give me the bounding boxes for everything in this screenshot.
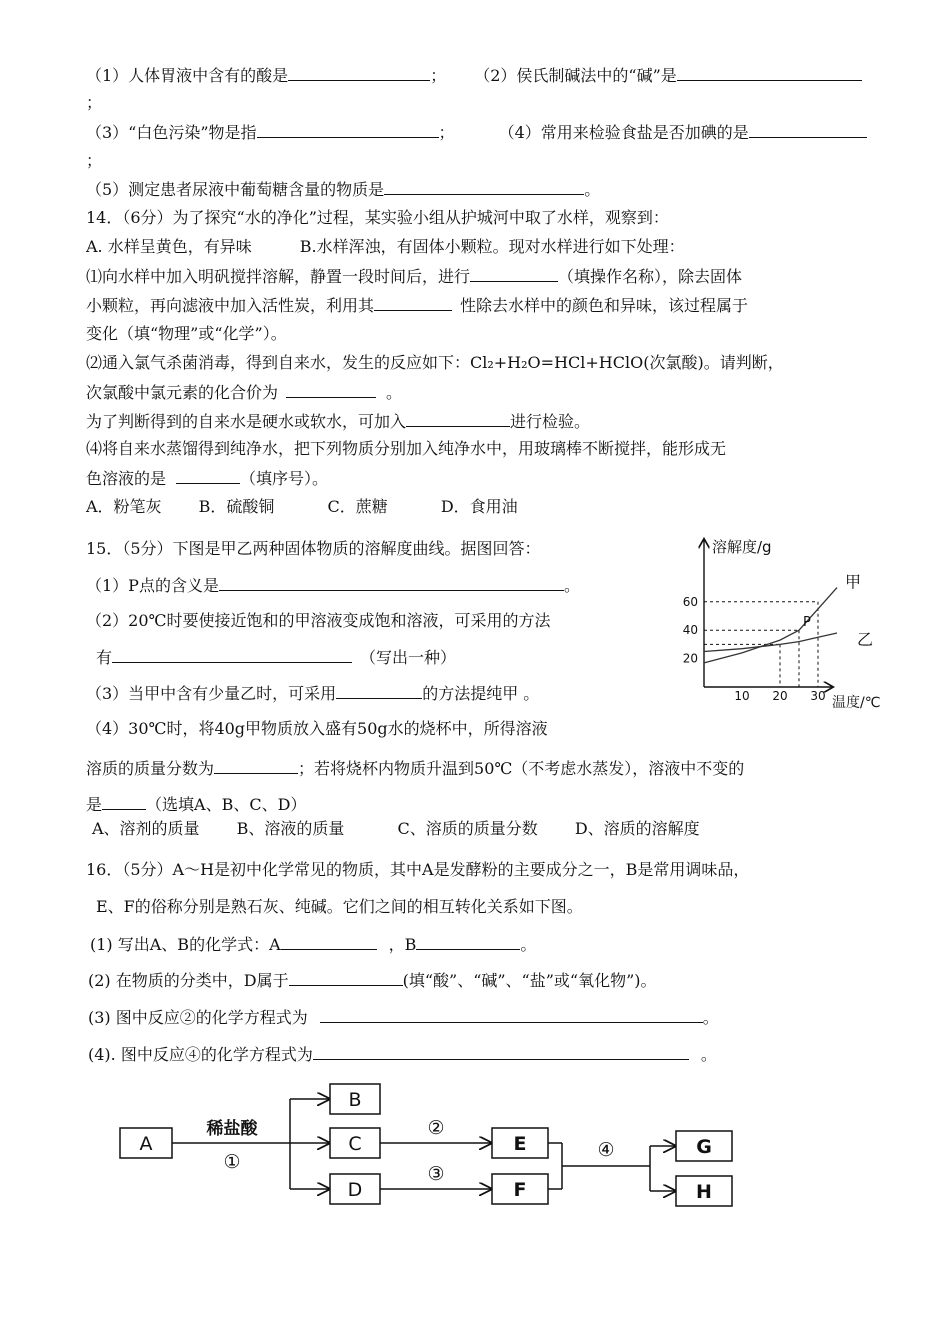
q15-sub4-line2: 溶质的质量分数为 ；若将烧杯内物质升温到50℃（不考虑水蒸发），溶液中不变的	[86, 759, 745, 778]
answer-blank[interactable]	[336, 682, 422, 699]
q16-sub2: (2) 在物质的分类中，D属于 (填“酸”、“碱”、“盐”或“氧化物”)。	[88, 971, 657, 990]
y-tick-label: 60	[682, 594, 698, 609]
answer-blank[interactable]	[102, 793, 146, 810]
q14-part1-line3: 变化（填“物理”或“化学”）。	[86, 324, 287, 343]
q15-sub4-line1: （4）30℃时，将40g甲物质放入盛有50g水的烧杯中，所得溶液	[86, 719, 548, 738]
x-axis-label: 温度/℃	[832, 695, 881, 711]
q14-observations: A. 水样呈黄色，有异味 B.水样浑浊，有固体小颗粒。现对水样进行如下处理：	[86, 237, 685, 256]
x-tick-label: 10	[734, 689, 750, 703]
q16-title: 16．（5分）A～H是初中化学常见的物质，其中A是发酵粉的主要成分之一，B是常用调味品，	[86, 860, 750, 879]
answer-blank[interactable]	[406, 410, 510, 427]
q14-part4-line2: 色溶液的是 （填序号）。	[86, 469, 329, 488]
q13-line-3: （5）测定患者尿液中葡萄糖含量的物质是 。	[86, 180, 601, 199]
solubility-curve-jia	[704, 588, 837, 663]
q14-part1-line1: ⑴向水样中加入明矾搅拌溶解，静置一段时间后，进行 （填操作名称），除去固体	[86, 267, 743, 286]
answer-blank[interactable]	[112, 646, 352, 663]
y-axis-label: 溶解度/g	[712, 538, 772, 556]
q14-options: A．粉笔灰 B．硫酸铜 C．蔗糖 D．食用油	[86, 497, 518, 516]
q13-semicolon-1: ；	[86, 93, 103, 112]
q14-part4-line1: ⑷将自来水蒸馏得到纯净水，把下列物质分别加入纯净水中，用玻璃棒不断搅拌，能形成无	[86, 439, 727, 458]
q15-sub2-line2: 有 （写出一种）	[96, 648, 457, 667]
q14-title: 14．（6分）为了探究“水的净化”过程，某实验小组从护城河中取了水样，观察到：	[86, 208, 669, 227]
q14-part1-line2: 小颗粒，再向滤液中加入活性炭，利用其 性除去水样中的颜色和异味，该过程属于	[86, 296, 749, 315]
reaction-4-label: ④	[597, 1139, 615, 1161]
q15-options: A、溶剂的质量 B、溶液的质量 C、溶质的质量分数 D、溶质的溶解度	[92, 819, 700, 838]
q16-sub4: (4). 图中反应④的化学方程式为 。	[88, 1045, 717, 1064]
answer-blank[interactable]	[677, 64, 862, 81]
series-label-jia: 甲	[845, 572, 862, 592]
q16-sub3: (3) 图中反应②的化学方程式为 。	[88, 1008, 719, 1027]
label-e: E	[513, 1133, 527, 1155]
label-c: C	[348, 1133, 362, 1155]
q15-title: 15．（5分）下图是甲乙两种固体物质的溶解度曲线。据图回答：	[86, 539, 541, 558]
q15-sub4-line3: 是 （选填A、B、C、D）	[86, 795, 307, 814]
x-tick-label: 20	[772, 689, 788, 703]
label-b: B	[348, 1089, 362, 1111]
q14-part2-line1: ⑵通入氯气杀菌消毒，得到自来水，发生的反应如下：Cl₂+H₂O=HCl+HClO(次氯酸)。请判断，	[86, 353, 784, 372]
q15-sub3: （3）当甲中含有少量乙时，可采用 的方法提纯甲 。	[86, 684, 540, 703]
answer-blank[interactable]	[176, 467, 240, 484]
q13-line-2: （3）“白色污染”物是指 ； （4）常用来检验食盐是否加碘的是	[86, 121, 867, 144]
answer-blank[interactable]	[374, 294, 452, 311]
y-tick-label: 40	[682, 623, 698, 638]
answer-blank[interactable]	[281, 933, 377, 950]
reaction-3-label: ③	[427, 1163, 445, 1185]
reaction-2-label: ②	[427, 1117, 445, 1139]
answer-blank[interactable]	[257, 121, 439, 138]
answer-blank[interactable]	[289, 969, 403, 986]
q16-sub1: (1) 写出A、B的化学式：A ，B 。	[90, 935, 537, 954]
solubility-curve-yi	[704, 633, 837, 652]
answer-blank[interactable]	[749, 121, 867, 138]
answer-blank[interactable]	[470, 265, 558, 282]
answer-blank[interactable]	[416, 933, 520, 950]
q14-part3: 为了判断得到的自来水是硬水或软水，可加入 进行检验。	[86, 412, 591, 431]
answer-blank[interactable]	[288, 64, 430, 81]
y-tick-label: 20	[682, 651, 698, 666]
x-tick-label: 30	[810, 689, 826, 703]
reaction-flow-diagram	[110, 1080, 750, 1215]
label-d: D	[347, 1179, 363, 1201]
answer-blank[interactable]	[384, 178, 584, 195]
q13-line-1: （1）人体胃液中含有的酸是 ； （2）侯氏制碱法中的“碱”是	[86, 64, 862, 87]
q14-part2-line2: 次氯酸中氯元素的化合价为 。	[86, 383, 403, 402]
reaction-1-label: ①	[223, 1151, 241, 1173]
q15-sub1: （1）P点的含义是 。	[86, 576, 580, 595]
q15-sub2-line1: （2）20℃时要使接近饱和的甲溶液变成饱和溶液，可采用的方法	[86, 611, 551, 630]
label-g: G	[696, 1136, 712, 1158]
answer-blank[interactable]	[214, 757, 298, 774]
label-h: H	[696, 1181, 712, 1203]
series-label-yi: 乙	[857, 630, 874, 650]
point-p-label: P	[803, 615, 811, 631]
q13-semicolon-2: ；	[86, 151, 103, 170]
answer-blank[interactable]	[286, 381, 376, 398]
reagent-label: 稀盐酸	[206, 1119, 258, 1139]
solubility-chart	[660, 532, 900, 717]
answer-blank[interactable]	[320, 1006, 703, 1023]
label-f: F	[513, 1179, 527, 1201]
answer-blank[interactable]	[313, 1043, 689, 1060]
answer-blank[interactable]	[219, 574, 564, 591]
label-a: A	[139, 1133, 153, 1155]
q16-title-line2: E、F的俗称分别是熟石灰、纯碱。它们之间的相互转化关系如下图。	[96, 897, 583, 916]
